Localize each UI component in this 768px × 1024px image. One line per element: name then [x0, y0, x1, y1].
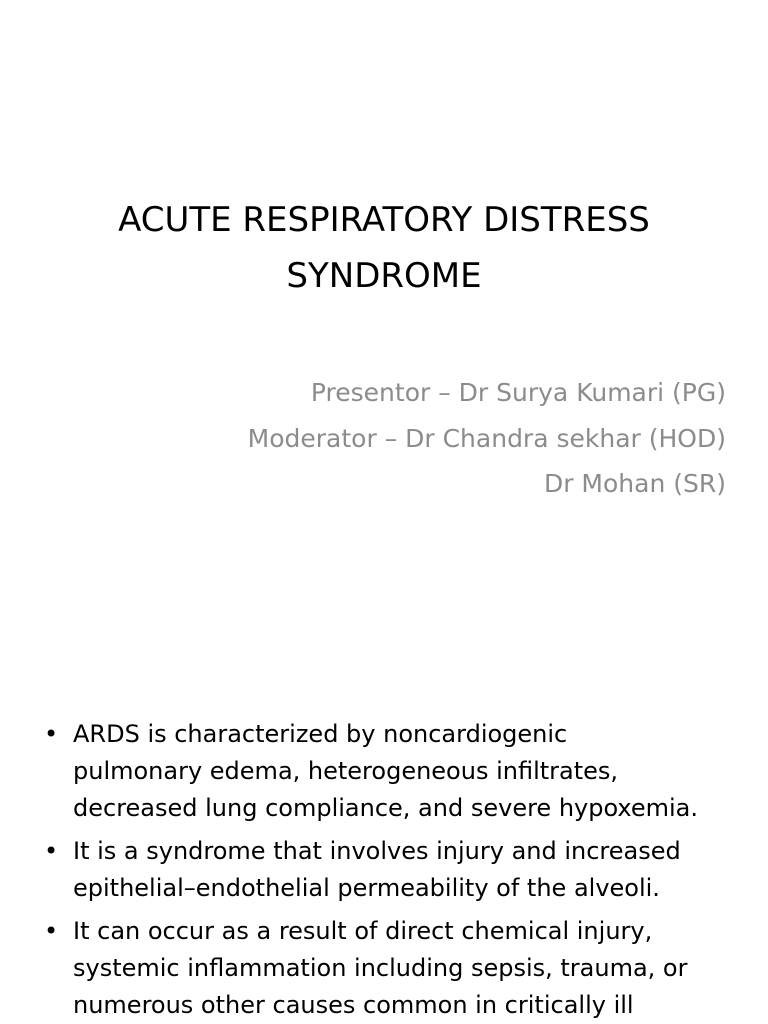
- bullet-line: numerous other causes common in critically ill: [73, 991, 634, 1019]
- content-slide: [0, 676, 768, 1024]
- bullet-line: decreased lung compliance, and severe hypoxemia.: [73, 794, 699, 822]
- bullet-marker: •: [44, 917, 59, 945]
- slide-title-line-1: ACUTE RESPIRATORY DISTRESS: [118, 200, 650, 240]
- bullet-line: pulmonary edema, heterogeneous infiltrates,: [73, 757, 619, 785]
- bullet-line: It can occur as a result of direct chemical injury,: [73, 917, 653, 945]
- slide-title-line-2: SYNDROME: [286, 256, 482, 296]
- bullet-line: epithelial–endothelial permeability of the alveoli.: [73, 874, 660, 902]
- slide-title: [60, 192, 708, 304]
- bullet-list: [42, 716, 732, 1024]
- bullet-line: ARDS is characterized by noncardiogenic: [73, 720, 568, 748]
- slide-gap: [0, 576, 768, 676]
- bullet-item: [42, 833, 732, 907]
- moderator-line: Moderator – Dr Chandra sekhar (HOD): [247, 423, 726, 453]
- bullet-line: systemic inflammation including sepsis, trauma, or: [73, 954, 688, 982]
- bullet-line: It is a syndrome that involves injury and increased: [73, 837, 681, 865]
- bullet-item: [42, 913, 732, 1024]
- senior-resident-line: Dr Mohan (SR): [543, 469, 726, 498]
- bullet-marker: •: [44, 837, 59, 865]
- bullet-marker: •: [44, 720, 59, 748]
- bullet-item: [42, 716, 732, 827]
- presentor-line: Presentor – Dr Surya Kumari (PG): [310, 378, 726, 407]
- slide-subtitle: [106, 370, 726, 507]
